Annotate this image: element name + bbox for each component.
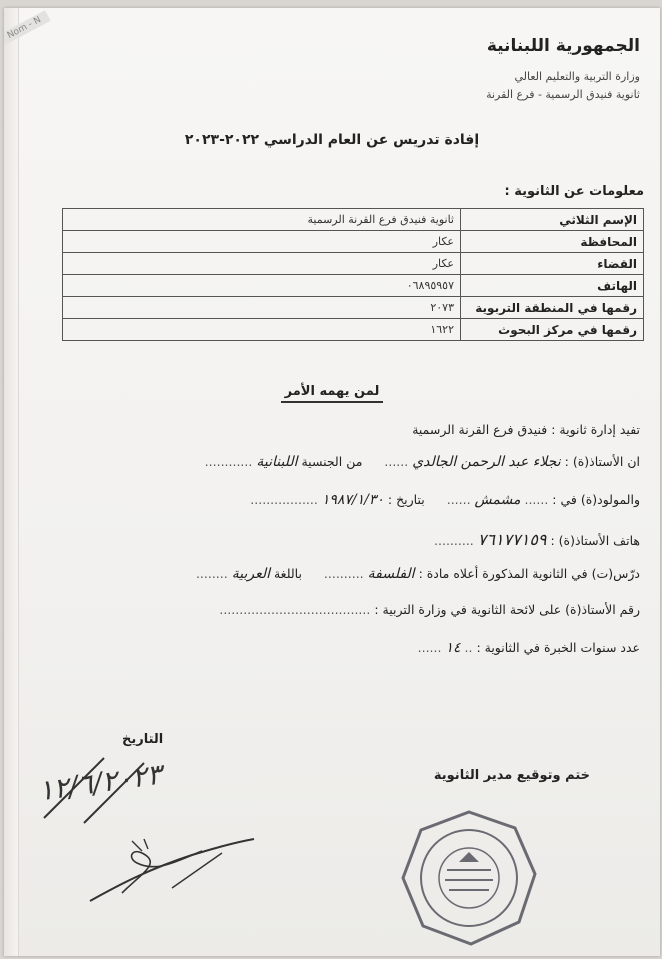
document-title: إفادة تدريس عن العام الدراسي ٢٠٢٢-٢٠٢٣ (184, 132, 480, 148)
table-row (63, 209, 644, 231)
teacher-name: نجلاء عبد الرحمن الجالدي (412, 454, 561, 470)
teacher-label: ان الأستاذ(ة) : (564, 454, 640, 469)
table-label: رقمها في المنطقة التربوية (461, 297, 644, 319)
ministry-heading: وزارة التربية والتعليم العالي (514, 70, 640, 83)
table-row (63, 319, 644, 341)
years-value: ١٤ (445, 640, 461, 656)
section-title: معلومات عن الثانوية : (504, 184, 644, 199)
school-info-table (62, 208, 644, 341)
table-row (63, 297, 644, 319)
ministry-number-label: رقم الأستاذ(ة) على لائحة الثانوية في وزارة التربية : (374, 602, 640, 617)
intro-line: تفيد إدارة ثانوية : فنيدق فرع القرنة الرسمية (412, 422, 640, 437)
table-value: عكار (63, 253, 461, 275)
birthdate-label: بتاريخ : (387, 492, 425, 507)
signature-icon (82, 833, 262, 908)
nationality-label: من الجنسية (301, 454, 363, 469)
table-value: ثانوية فنيدق فرع القرنة الرسمية (63, 209, 461, 231)
to-whom-text: لمن يهمه الأمر (281, 384, 384, 403)
phone-label: هاتف الأستاذ(ة) : (550, 533, 640, 548)
to-whom-heading (4, 384, 660, 399)
corner-tag: Nom - N (4, 10, 50, 45)
table-value: ٠٦٨٩٥٩٥٧ (63, 275, 461, 297)
subject-line: درّس(ت) في الثانوية المذكورة أعلاه مادة : الفلسفة .......... باللغة العربية ........ (195, 566, 640, 582)
table-value: ١٦٢٢ (63, 319, 461, 341)
table-value: ٢٠٧٣ (63, 297, 461, 319)
years-line: عدد سنوات الخبرة في الثانوية : .. ١٤ ...... (417, 640, 640, 656)
signature-label: ختم وتوقيع مدير الثانوية (433, 768, 590, 783)
ministry-number-line: رقم الأستاذ(ة) على لائحة الثانوية في وزارة التربية : ...................................... (219, 602, 640, 617)
document-page (4, 8, 660, 956)
subject-value: الفلسفة (367, 566, 415, 582)
birthplace-label: والمولود(ة) في : (552, 492, 640, 507)
table-row (63, 253, 644, 275)
table-label: رقمها في مركز البحوث (461, 319, 644, 341)
table-value: عكار (63, 231, 461, 253)
table-label: الإسم الثلاثي (461, 209, 644, 231)
language-value: العربية (231, 566, 270, 582)
table-label: الهاتف (461, 275, 644, 297)
birth-line: والمولود(ة) في : ...... مشمش ...... بتاريخ : ١٩٨٧/١/٣٠ ................. (250, 492, 640, 508)
republic-heading: الجمهورية اللبنانية (486, 36, 640, 56)
taught-label: درّس(ت) في الثانوية المذكورة أعلاه مادة : (418, 566, 640, 581)
phone-value: ٧٦١٧٧١٥٩ (477, 530, 547, 549)
date-value: ١٢/٦/٢٠٢٣ (36, 757, 164, 808)
official-stamp-icon (399, 808, 539, 948)
table-label: المحافظة (461, 231, 644, 253)
birthdate-value: ١٩٨٧/١/٣٠ (321, 492, 384, 508)
nationality-value: اللبنانية (256, 454, 298, 470)
table-row (63, 275, 644, 297)
date-label: التاريخ (122, 732, 164, 747)
page-fold-edge (4, 8, 19, 956)
table-label: القضاء (461, 253, 644, 275)
table-row (63, 231, 644, 253)
phone-line: هاتف الأستاذ(ة) : ٧٦١٧٧١٥٩ .......... (434, 530, 640, 549)
language-label: باللغة (273, 566, 302, 581)
birthplace-value: مشمش (474, 492, 521, 508)
teacher-line: ان الأستاذ(ة) : نجلاء عبد الرحمن الجالدي ...... من الجنسية اللبنانية ............ (204, 454, 640, 470)
years-label: عدد سنوات الخبرة في الثانوية : (476, 640, 640, 655)
school-heading: ثانوية فنيدق الرسمية - فرع القرنة (486, 88, 640, 101)
